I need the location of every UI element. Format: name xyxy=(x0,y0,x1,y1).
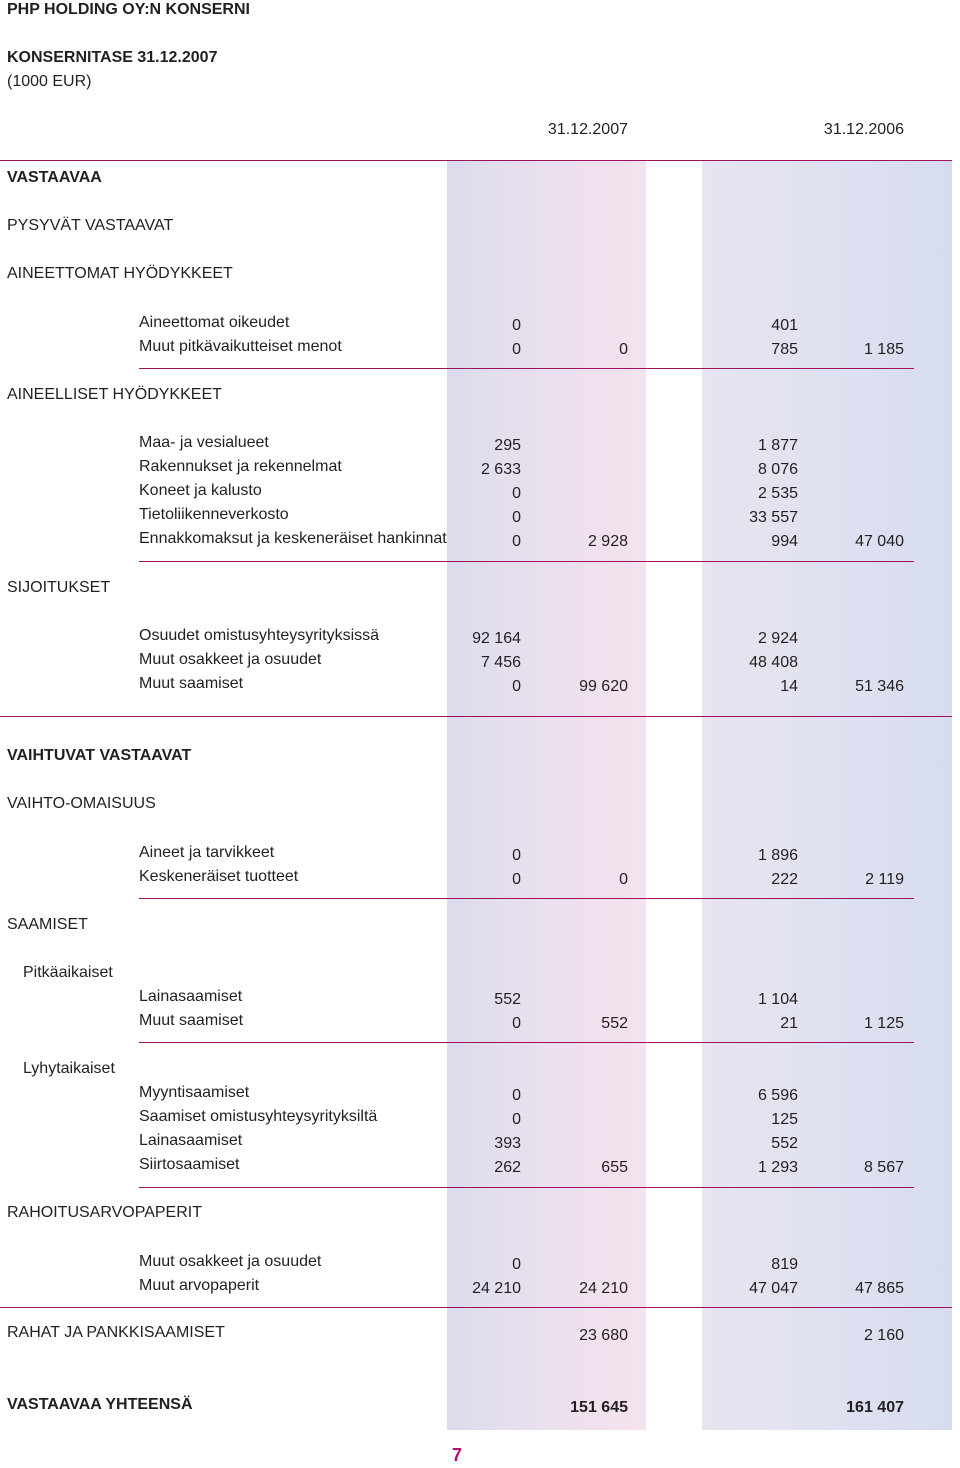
section-vaihto-omaisuus: VAIHTO-OMAISUUS xyxy=(7,795,156,812)
rahat-sum-2006: 2 160 xyxy=(863,1327,904,1344)
section-vastaavaa: VASTAAVAA xyxy=(7,169,102,186)
row-label: Rakennukset ja rekennelmat xyxy=(139,458,342,475)
row-subtotal-2006: 1 125 xyxy=(863,1015,904,1032)
row-subtotal-2006: 8 567 xyxy=(863,1159,904,1176)
company-title: PHP HOLDING OY:N KONSERNI xyxy=(7,1,250,18)
currency-unit: (1000 EUR) xyxy=(7,73,92,90)
row-value-2007: 0 xyxy=(512,485,521,502)
row-label: Aineet ja tarvikkeet xyxy=(139,844,275,861)
row-label: Myyntisaamiset xyxy=(139,1084,250,1101)
section-sijoitukset: SIJOITUKSET xyxy=(7,579,111,596)
row-label: Lainasaamiset xyxy=(139,1132,243,1149)
row-subtotal-2006: 2 119 xyxy=(865,871,904,888)
column-header-2006: 31.12.2006 xyxy=(823,121,904,138)
row-value-2007: 0 xyxy=(512,509,521,526)
divider-aineelliset xyxy=(139,561,914,562)
row-value-2006: 8 076 xyxy=(757,461,798,478)
row-label: Muut osakkeet ja osuudet xyxy=(139,651,322,668)
divider-rahoitusarvopaperit xyxy=(0,1307,952,1308)
row-value-2006: 21 xyxy=(780,1015,798,1032)
page-number: 7 xyxy=(452,1445,463,1465)
row-value-2007: 552 xyxy=(494,991,521,1008)
row-value-2007: 295 xyxy=(494,437,521,454)
row-label: Muut saamiset xyxy=(139,1012,244,1029)
row-value-2007: 0 xyxy=(512,1015,521,1032)
row-value-2006: 994 xyxy=(771,533,798,550)
row-value-2007: 0 xyxy=(512,678,521,695)
row-value-2006: 401 xyxy=(771,317,798,334)
row-subtotal-2007: 0 xyxy=(619,341,628,358)
total-label: VASTAAVAA YHTEENSÄ xyxy=(7,1396,193,1413)
row-value-2007: 262 xyxy=(494,1159,521,1176)
section-vaihtuvat-vastaavat: VAIHTUVAT VASTAAVAT xyxy=(7,747,192,764)
row-value-2006: 48 408 xyxy=(749,654,798,671)
row-subtotal-2006: 47 040 xyxy=(855,533,904,550)
row-label: Lainasaamiset xyxy=(139,988,243,1005)
header-rule xyxy=(0,160,952,161)
row-value-2007: 24 210 xyxy=(472,1280,521,1297)
row-value-2007: 7 456 xyxy=(480,654,521,671)
divider-pysyvat xyxy=(0,716,952,717)
row-label: Muut saamiset xyxy=(139,675,244,692)
row-value-2006: 1 896 xyxy=(757,847,798,864)
section-rahoitusarvopaperit: RAHOITUSARVOPAPERIT xyxy=(7,1204,202,1221)
row-value-2006: 33 557 xyxy=(749,509,798,526)
row-value-2006: 785 xyxy=(771,341,798,358)
row-value-2006: 125 xyxy=(771,1111,798,1128)
row-subtotal-2007: 552 xyxy=(601,1015,628,1032)
row-subtotal-2007: 0 xyxy=(619,871,628,888)
row-label: Muut osakkeet ja osuudet xyxy=(139,1253,322,1270)
row-value-2007: 0 xyxy=(512,1087,521,1104)
divider-vaihto-omaisuus xyxy=(139,898,914,899)
section-saamiset: SAAMISET xyxy=(7,916,88,933)
row-value-2007: 393 xyxy=(494,1135,521,1152)
row-value-2007: 0 xyxy=(512,533,521,550)
row-value-2007: 92 164 xyxy=(472,630,521,647)
section-pysyvat-vastaavat: PYSYVÄT VASTAAVAT xyxy=(7,217,174,234)
row-label: Muut arvopaperit xyxy=(139,1277,260,1294)
row-label: Ennakkomaksut ja keskeneräiset hankinnat xyxy=(139,530,447,547)
rahat-sum-2007: 23 680 xyxy=(579,1327,628,1344)
row-value-2006: 6 596 xyxy=(757,1087,798,1104)
row-subtotal-2006: 1 185 xyxy=(863,341,904,358)
divider-aineettomat xyxy=(139,368,914,369)
divider-pitkaaikaiset xyxy=(139,1042,914,1043)
row-subtotal-2007: 99 620 xyxy=(579,678,628,695)
row-subtotal-2006: 47 865 xyxy=(855,1280,904,1297)
row-value-2007: 0 xyxy=(512,871,521,888)
row-value-2007: 0 xyxy=(512,847,521,864)
row-value-2007: 0 xyxy=(512,341,521,358)
row-value-2006: 2 924 xyxy=(757,630,798,647)
total-sum-2006: 161 407 xyxy=(846,1399,904,1416)
total-sum-2007: 151 645 xyxy=(570,1399,628,1416)
row-label: Muut pitkävaikutteiset menot xyxy=(139,338,342,355)
row-label: Maa- ja vesialueet xyxy=(139,434,269,451)
row-label: Koneet ja kalusto xyxy=(139,482,262,499)
row-value-2006: 1 293 xyxy=(757,1159,798,1176)
row-subtotal-2006: 51 346 xyxy=(855,678,904,695)
row-value-2007: 0 xyxy=(512,1256,521,1273)
row-subtotal-2007: 2 928 xyxy=(587,533,628,550)
row-value-2007: 0 xyxy=(512,317,521,334)
section-pitkaaikaiset: Pitkäaikaiset xyxy=(23,964,113,981)
row-value-2006: 1 877 xyxy=(757,437,798,454)
row-label: Saamiset omistusyhteysyrityksiltä xyxy=(139,1108,378,1125)
row-value-2006: 1 104 xyxy=(757,991,798,1008)
row-value-2007: 2 633 xyxy=(480,461,521,478)
row-value-2006: 222 xyxy=(771,871,798,888)
divider-lyhytaikaiset xyxy=(139,1187,914,1188)
rahat-label: RAHAT JA PANKKISAAMISET xyxy=(7,1324,225,1341)
row-label: Aineettomat oikeudet xyxy=(139,314,290,331)
row-value-2007: 0 xyxy=(512,1111,521,1128)
row-value-2006: 552 xyxy=(771,1135,798,1152)
section-aineelliset: AINEELLISET HYÖDYKKEET xyxy=(7,386,222,403)
section-aineettomat: AINEETTOMAT HYÖDYKKEET xyxy=(7,265,233,282)
row-value-2006: 819 xyxy=(771,1256,798,1273)
statement-title: KONSERNITASE 31.12.2007 xyxy=(7,49,218,66)
row-subtotal-2007: 24 210 xyxy=(579,1280,628,1297)
section-lyhytaikaiset: Lyhytaikaiset xyxy=(23,1060,115,1077)
row-label: Siirtosaamiset xyxy=(139,1156,240,1173)
row-label: Tietoliikenneverkosto xyxy=(139,506,289,523)
row-subtotal-2007: 655 xyxy=(601,1159,628,1176)
row-value-2006: 14 xyxy=(780,678,798,695)
row-label: Keskeneräiset tuotteet xyxy=(139,868,299,885)
column-header-2007: 31.12.2007 xyxy=(547,121,628,138)
row-value-2006: 47 047 xyxy=(749,1280,798,1297)
row-value-2006: 2 535 xyxy=(757,485,798,502)
row-label: Osuudet omistusyhteysyrityksissä xyxy=(139,627,380,644)
